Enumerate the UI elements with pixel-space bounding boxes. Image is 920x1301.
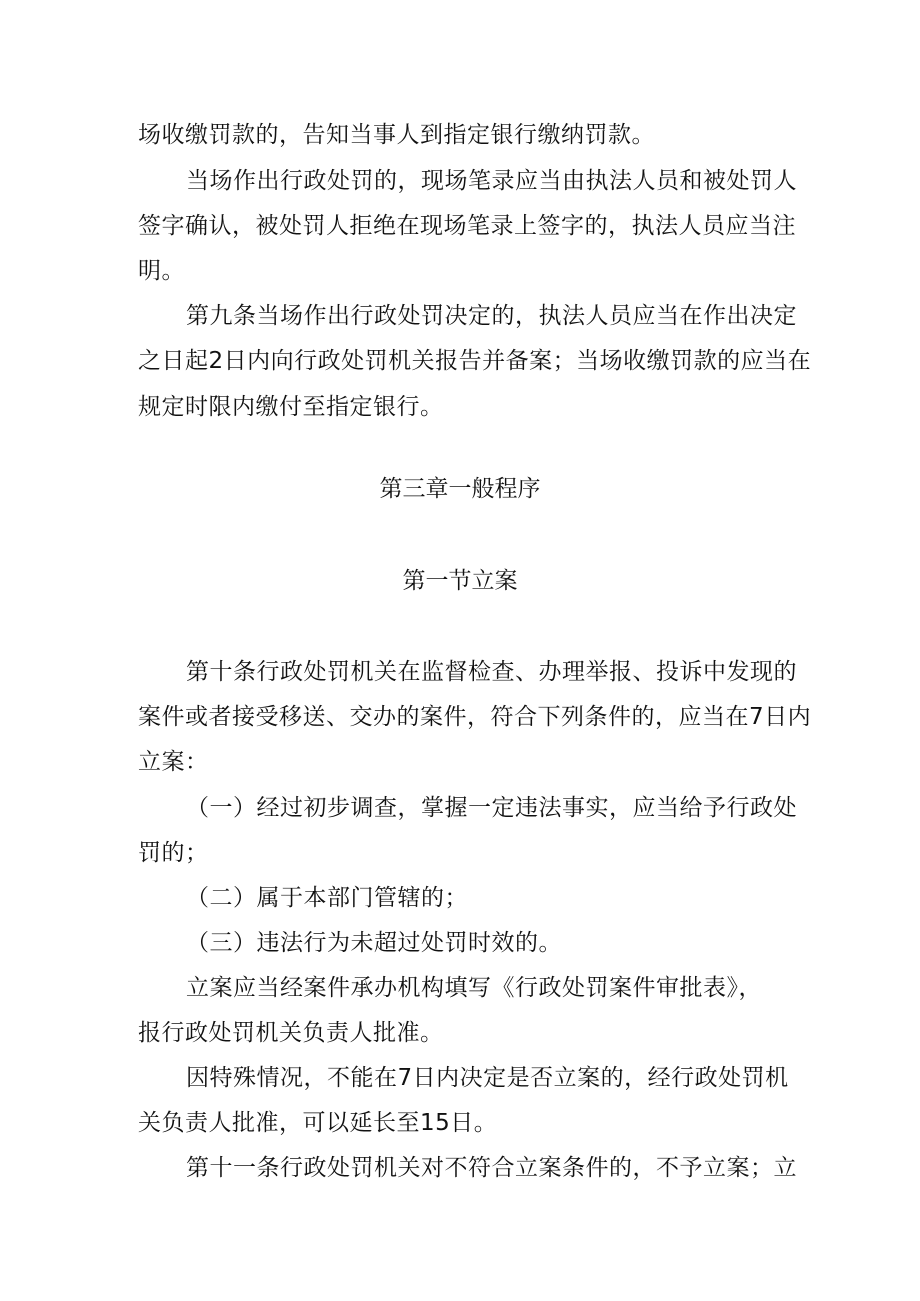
list-item: （二）属于本部门管辖的；: [186, 885, 468, 911]
text-line: 案件或者接受移送、交办的案件，符合下列条件的，应当在7日内: [138, 704, 812, 730]
text-line: 签字确认，被处罚人拒绝在现场笔录上签字的，执法人员应当注: [138, 213, 796, 239]
list-item: （三）违法行为未超过处罚时效的。: [186, 930, 562, 956]
text-line: 明。: [138, 258, 185, 284]
text-line: 场收缴罚款的，告知当事人到指定银行缴纳罚款。: [138, 122, 655, 148]
text-line: 报行政处罚机关负责人批准。: [138, 1020, 444, 1046]
text-line: 规定时限内缴付至指定银行。: [138, 394, 444, 420]
text-line: 因特殊情况，不能在7日内决定是否立案的，经行政处罚机: [186, 1065, 789, 1091]
chapter-heading: 第三章一般程序: [379, 476, 541, 502]
text-line: 第九条当场作出行政处罚决定的，执法人员应当在作出决定: [186, 303, 797, 329]
text-line: 罚的；: [138, 840, 209, 866]
text-line: 第十条行政处罚机关在监督检查、办理举报、投诉中发现的: [186, 659, 797, 685]
text-line: 第十一条行政处罚机关对不符合立案条件的，不予立案；立: [186, 1155, 797, 1181]
text-line: 关负责人批准，可以延长至15日。: [138, 1110, 498, 1136]
text-line: 立案应当经案件承办机构填写《行政处罚案件审批表》，: [186, 975, 762, 1001]
list-item: （一）经过初步调查，掌握一定违法事实，应当给予行政处: [186, 795, 797, 821]
text-line: 当场作出行政处罚的，现场笔录应当由执法人员和被处罚人: [186, 168, 797, 194]
text-line: 之日起2日内向行政处罚机关报告并备案；当场收缴罚款的应当在: [138, 348, 812, 374]
section-heading: 第一节立案: [402, 568, 518, 594]
text-line: 立案：: [138, 749, 209, 775]
